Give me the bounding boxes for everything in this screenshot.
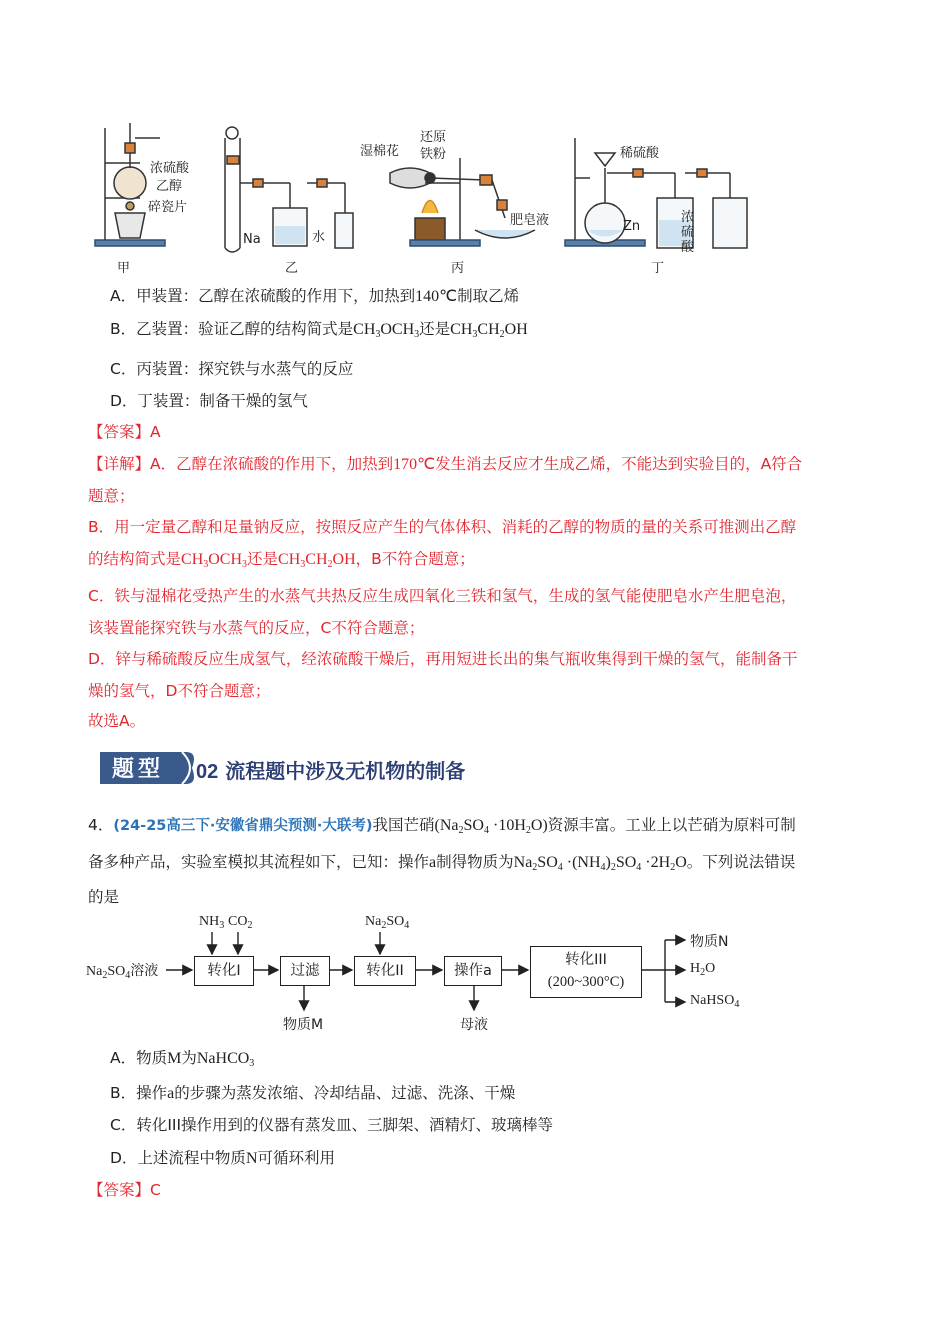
label-soap-solution: 肥皂液 bbox=[510, 213, 550, 228]
label-sodium: Na bbox=[243, 232, 261, 247]
section-badge-label: 题型 bbox=[112, 756, 165, 782]
flow-box-conversion-1: 转化I bbox=[194, 956, 254, 986]
apparatus-name-bing: 丙 bbox=[451, 261, 465, 276]
q3-option-a: A．甲装置：乙醇在浓硫酸的作用下，加热到140℃制取乙烯 bbox=[110, 287, 520, 305]
q4-option-b: B．操作a的步骤为蒸发浓缩、冷却结晶、过滤、洗涤、干燥 bbox=[110, 1084, 516, 1102]
label-iron-powder: 铁粉 bbox=[420, 147, 447, 162]
flow-out-mother-liquor: 母液 bbox=[460, 1017, 488, 1033]
q3-detail-c2: 该装置能探究铁与水蒸气的反应，C不符合题意； bbox=[88, 619, 425, 637]
label-water: 水 bbox=[312, 230, 326, 245]
q4-option-c: C．转化III操作用到的仪器有蒸发皿、三脚架、酒精灯、玻璃棒等 bbox=[110, 1116, 554, 1134]
q3-option-d: D．丁装置：制备干燥的氢气 bbox=[110, 392, 308, 410]
q3-detail-d1: D．锌与稀硫酸反应生成氢气，经浓硫酸干燥后，再用短进长出的集气瓶收集得到干燥的氢气，能制备干 bbox=[88, 650, 798, 668]
label-conc-2: 硫 bbox=[681, 225, 695, 240]
q4-stem-line3: 的是 bbox=[88, 888, 120, 906]
flow-box-operation-a: 操作a bbox=[444, 956, 502, 986]
q4-option-a: A．物质M为NaHCO$_3$ bbox=[110, 1049, 255, 1069]
flow-out-water: $H_2O$ bbox=[690, 961, 716, 978]
label-concentrated-sulfuric-acid: 浓硫酸 bbox=[150, 161, 190, 176]
label-zinc: Zn bbox=[623, 219, 641, 234]
flow-input-co2: $CO_2$ bbox=[228, 914, 253, 931]
flow-box-filtration: 过滤 bbox=[280, 956, 330, 986]
label-wet-cotton: 湿棉花 bbox=[360, 144, 400, 159]
q4-option-d: D．上述流程中物质N可循环利用 bbox=[110, 1149, 336, 1167]
label-conc-3: 酸 bbox=[681, 240, 695, 255]
flow-box-conversion-2: 转化II bbox=[354, 956, 416, 986]
flow-input-na2so4: $Na_2SO_4$ bbox=[365, 914, 410, 931]
apparatus-name-ding: 丁 bbox=[651, 261, 665, 276]
flow-box-conversion-3: 转化III (200~300°C) bbox=[530, 946, 642, 998]
apparatus-name-jia: 甲 bbox=[117, 261, 131, 276]
q4-answer: 【答案】C bbox=[88, 1181, 161, 1199]
q3-detail-c1: C．铁与湿棉花受热产生的水蒸气共热反应生成四氧化三铁和氢气，生成的氢气能使肥皂水产生肥皂泡， bbox=[88, 587, 797, 605]
apparatus-name-yi: 乙 bbox=[285, 261, 299, 276]
q4-stem-line1: 4．(24-25高三下·安徽省鼎尖预测·大联考)我国芒硝$(Na_2SO_4 \cdot 10H_2O)$资源丰富。工业上以芒硝为原料可制 bbox=[88, 816, 796, 836]
flow-input-nh3: $NH_3$ bbox=[199, 914, 225, 931]
label-conc-1: 浓 bbox=[681, 210, 695, 225]
flow-chart-arrows bbox=[80, 910, 780, 1040]
label-dilute-sulfuric-acid: 稀硫酸 bbox=[620, 146, 660, 161]
flow-out-substance-m: 物质M bbox=[283, 1017, 324, 1033]
q3-detail-d2: 燥的氢气，D不符合题意； bbox=[88, 682, 271, 700]
label-ethanol: 乙醇 bbox=[156, 179, 183, 194]
flow-out-substance-n: 物质N bbox=[690, 934, 729, 950]
q3-detail-a-cont: 题意； bbox=[88, 487, 135, 505]
q3-detail-end: 故选A。 bbox=[88, 712, 146, 730]
flow-start-label: $Na_2SO_4$溶液 bbox=[86, 963, 159, 981]
label-reduced: 还原 bbox=[420, 130, 447, 145]
label-porcelain-chips: 碎瓷片 bbox=[148, 200, 188, 215]
flow-out-nahso4: NaHSO$_4$ bbox=[690, 993, 740, 1010]
q4-stem-line2: 备多种产品，实验室模拟其流程如下，已知：操作a制得物质为$Na_2SO_4 \cdot(NH_4)_2SO_4 \cdot 2H_2O$。下列说法错误 bbox=[88, 853, 796, 873]
q3-detail-a: 【详解】A．乙醇在浓硫酸的作用下，加热到170℃发生消去反应才生成乙烯，不能达到实验目的，A符合 bbox=[88, 455, 803, 473]
section-title: 02 流程题中涉及无机物的制备 bbox=[196, 759, 466, 783]
q3-option-b: B．乙装置：验证乙醇的结构简式是$CH_3OCH_3$还是$CH_3CH_2OH$ bbox=[110, 320, 528, 340]
q3-answer: 【答案】A bbox=[88, 423, 161, 441]
q3-detail-b1: B．用一定量乙醇和足量钠反应，按照反应产生的气体体积、消耗的乙醇的物质的量的关系可推测出乙醇 bbox=[88, 518, 797, 536]
q3-detail-b2: 的结构简式是$CH_3OCH_3$还是$CH_3CH_2OH$，B不符合题意； bbox=[88, 550, 475, 570]
q3-option-c: C．丙装置：探究铁与水蒸气的反应 bbox=[110, 360, 354, 378]
